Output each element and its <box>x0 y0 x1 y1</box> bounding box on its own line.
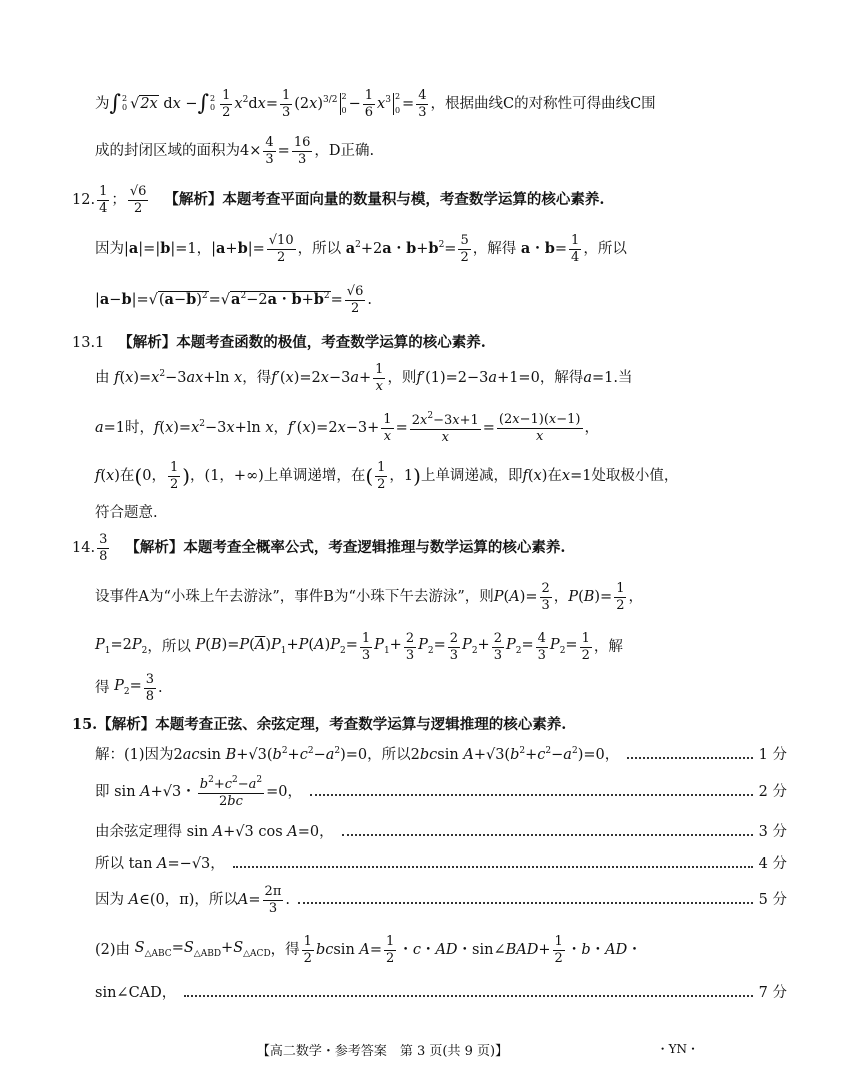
q15-step-7 <box>0 978 860 1008</box>
text: 由 <box>95 369 110 386</box>
question-number: 14. <box>72 539 96 556</box>
expr: f(x) <box>522 467 548 484</box>
q15-step-5 <box>0 880 860 920</box>
score-mark: 1 分 <box>758 746 787 763</box>
fraction: $\frac{(2x-1)(x-1)}{x}$ <box>498 411 581 444</box>
text: ，所以 <box>194 891 238 908</box>
text: ，解得 <box>539 369 584 386</box>
text: 上单调递增，在 <box>263 467 366 484</box>
expr: ・c・AD・sin∠BAD+ <box>398 941 551 958</box>
eval-bar: 2 0 <box>394 92 401 115</box>
expr: − <box>348 95 361 112</box>
fraction: $\frac{1}{2}$ <box>581 630 590 663</box>
expr: = <box>402 95 415 112</box>
text: 设事件A为“小珠上午去游泳”，事件B为“小珠下午去游泳”，则 <box>95 588 494 605</box>
expr: $P_1=2P_2$ <box>95 637 148 656</box>
expr: $P_1+$ <box>374 637 402 656</box>
leader-dots <box>184 989 752 997</box>
leader-dots <box>342 828 753 836</box>
expr: ( <box>134 464 143 488</box>
text: ，得 <box>242 369 272 386</box>
q14-line-3 <box>0 668 860 708</box>
eval-bar: 2 0 <box>341 92 347 115</box>
q15-step-2 <box>0 772 860 812</box>
text: ； <box>111 191 126 208</box>
fraction: $\frac{2\pi}{3}$ <box>264 883 282 916</box>
expr: a=1 <box>583 369 614 386</box>
score-mark: 7 分 <box>758 984 787 1001</box>
fraction: $\frac{1}{x}$ <box>375 361 384 394</box>
expr: $x^2dx=$ <box>234 95 278 113</box>
expr: $P_2=$ <box>114 678 142 697</box>
expr: =0， <box>266 783 303 800</box>
text: 因为 <box>95 240 124 257</box>
integral-sign: ∫ <box>197 91 210 116</box>
expr: x=1 <box>561 467 592 484</box>
score-mark: 4 分 <box>758 855 787 872</box>
expr: ) <box>182 464 191 488</box>
expr: $|a-b|=√(a-b)^2=√a^2-2a$・$b+b^2=$ <box>95 291 343 309</box>
fraction: $\frac{1}{3}$ <box>361 630 371 663</box>
text: 符合题意. <box>95 504 158 521</box>
text: 所以 <box>95 855 124 872</box>
q14-line-2 <box>0 626 860 668</box>
expr: 2acsin $B+√3(b^2+c^2-a^2)=0$ <box>173 746 368 764</box>
text: ，根据曲线C的对称性可得曲线C围 <box>430 95 656 112</box>
fraction: $\frac{1}{2}$ <box>303 933 312 966</box>
fraction: $\frac{1}{3}$ <box>281 87 291 120</box>
text: 处取极小值， <box>591 467 679 484</box>
expr: f′(x)=2x−3a+ <box>271 369 372 386</box>
expr: ・b・AD・ <box>566 941 642 958</box>
q13-line-3 <box>0 456 860 496</box>
fraction: $\frac{2x^2-3x+1}{x}$ <box>411 410 479 445</box>
fraction: $\frac{1}{6}$ <box>364 87 374 120</box>
fraction: $\frac{1}{2}$ <box>169 459 179 492</box>
answer-line-area <box>0 133 860 169</box>
fraction: $\frac{2}{3}$ <box>449 630 459 663</box>
leader-dots <box>310 788 753 796</box>
expr: $f(x)=x^2-3x+\ln$ x，f′(x)=2x−3+ <box>154 419 380 437</box>
expr: ) <box>413 464 421 488</box>
expr: $P_2=$ <box>418 637 446 656</box>
answer-fraction: $\frac{1}{4}$ <box>99 183 108 216</box>
text: 时， <box>125 419 155 436</box>
text: 即 <box>95 783 110 800</box>
score-mark: 3 分 <box>758 823 787 840</box>
fraction: $\frac{3}{8}$ <box>145 671 155 704</box>
expr: $P(B)=P(\overline{A})P_1+P(A)P_2=$ <box>195 637 358 656</box>
footer-page-info: 【高二数学・参考答案 第 3 页(共 9 页)】 <box>256 1044 509 1059</box>
q12-line-2 <box>0 282 860 318</box>
expr: = <box>482 419 495 436</box>
expr: ( <box>365 464 374 488</box>
q15-header <box>0 712 837 738</box>
q14-line-1 <box>0 576 860 618</box>
q15-step-1 <box>0 740 860 770</box>
text: ，解 <box>593 638 623 655</box>
fraction: $\frac{16}{3}$ <box>293 134 311 167</box>
expr: ， <box>628 588 643 605</box>
expr: 2bcsin $A+√3(b^2+c^2-a^2)=0$， <box>410 746 620 764</box>
text: ，得 <box>270 941 300 958</box>
fraction: $\frac{1}{x}$ <box>383 411 392 444</box>
expr: f′(1)=2−3a+1=0 <box>416 369 540 386</box>
leader-dots <box>298 896 753 904</box>
fraction: $\frac{√6}{2}$ <box>346 283 364 316</box>
question-number: 13.1 <box>72 334 105 351</box>
expr: $P_2=$ <box>505 637 534 656</box>
text: 由余弦定理得 <box>95 823 182 840</box>
expr: sin A+√3 cos A=0， <box>182 823 334 840</box>
expr: . <box>367 291 372 308</box>
expr: $P_2=$ <box>549 637 578 656</box>
fraction: $\frac{1}{2}$ <box>616 580 625 613</box>
expr: . <box>285 891 290 908</box>
expr: $S_{\triangle ABC}=S_{\triangle ABD}+S_{\triangle ACD}$ <box>134 940 271 959</box>
text: sin∠CAD， <box>95 984 177 1001</box>
q13-line-1 <box>0 358 860 398</box>
text: ，解得 <box>472 240 517 257</box>
q15-step-4 <box>0 850 860 878</box>
fraction: $\frac{√10}{2}$ <box>268 232 294 265</box>
expr: ，P(B)= <box>553 588 613 605</box>
text: ，则 <box>387 369 417 386</box>
answer-fraction: $\frac{3}{8}$ <box>99 531 108 564</box>
expr: $P_2+$ <box>462 637 490 656</box>
analysis-heading: 15.【解析】本题考查正弦、余弦定理，考查数学运算与逻辑推理的核心素养. <box>72 715 567 733</box>
expr: sin A+√3・ <box>109 783 196 800</box>
expr: tan A=−√3， <box>124 855 225 872</box>
text: (2)由 <box>95 941 131 958</box>
text: 解：(1)因为 <box>95 746 174 763</box>
integral-limits: 2 0 <box>210 94 216 112</box>
fraction: $\frac{b^2+c^2-a^2}{2bc}$ <box>199 774 263 809</box>
analysis-heading: 【解析】本题考查平面向量的数量积与模，考查数学运算的核心素养. <box>164 190 605 208</box>
q14-header <box>0 528 837 568</box>
text: 上单调递减，即 <box>420 467 523 484</box>
text: 在 <box>547 467 562 484</box>
fraction: $\frac{2}{3}$ <box>405 630 415 663</box>
text: 因为 <box>95 891 124 908</box>
expr: $a^2+2a$・$b+b^2=$ <box>345 240 457 258</box>
text: ，所以 <box>297 240 342 257</box>
analysis-heading: 【解析】本题考查函数的极值，考查数学运算的核心素养. <box>118 333 486 351</box>
expr: 0， <box>142 467 166 484</box>
expr: A= <box>237 891 261 908</box>
text: ，所以 <box>147 638 191 655</box>
expr: ， <box>584 419 600 436</box>
expr: $(2x)^{3/2}$ <box>294 95 338 113</box>
expr: bcsin A= <box>315 941 383 958</box>
leader-dots <box>627 751 752 759</box>
question-number: 12. <box>72 191 96 208</box>
fraction: $\frac{4}{3}$ <box>537 630 546 663</box>
fraction: $\frac{1}{2}$ <box>386 933 395 966</box>
fraction: $\frac{4}{3}$ <box>418 87 427 120</box>
expr: |a|=|b|=1，|a+b|= <box>124 239 265 257</box>
expr: = <box>395 419 408 436</box>
q15-step-3 <box>0 818 860 846</box>
text: 成的封闭区域的面积为4× <box>95 142 262 159</box>
expr: P(A)= <box>493 588 538 605</box>
fraction: $\frac{2}{3}$ <box>541 580 550 613</box>
q15-step-6 <box>0 930 860 970</box>
text: ，所以 <box>367 746 411 763</box>
integral-limits: 2 0 <box>121 94 128 112</box>
score-mark: 5 分 <box>758 891 787 908</box>
q12-header <box>0 180 837 220</box>
fraction: $\frac{5}{2}$ <box>460 232 469 265</box>
expr: ，(1，+∞) <box>190 467 264 484</box>
q13-header <box>0 330 837 356</box>
expr: A∈(0，π) <box>128 891 195 908</box>
expr: . <box>158 679 163 696</box>
footer-mark: ・YN・ <box>656 1042 699 1056</box>
q12-line-1 <box>0 228 860 270</box>
text: 得 <box>95 679 110 696</box>
expr: a=1 <box>95 419 126 436</box>
text: 为 <box>95 95 110 112</box>
answer-line-integral <box>0 84 860 124</box>
expr: $f(x)=x^2-3ax+\ln$ x <box>114 369 243 387</box>
q13-line-2 <box>0 408 860 448</box>
expr: $x^3$ <box>377 95 391 113</box>
text: ，D正确. <box>314 142 375 159</box>
integral-sign: ∫ <box>109 91 121 116</box>
text: 在 <box>119 467 135 484</box>
text: .当 <box>613 369 633 386</box>
fraction: $\frac{4}{3}$ <box>265 134 274 167</box>
expr: = <box>277 142 290 159</box>
expr: ，1 <box>389 467 414 484</box>
text: ，所以 <box>583 240 627 257</box>
fraction: $\frac{2}{3}$ <box>493 630 502 663</box>
expr: a・b= <box>520 239 568 257</box>
analysis-heading: 【解析】本题考查全概率公式，考查逻辑推理与数学运算的核心素养. <box>125 538 566 556</box>
fraction: $\frac{1}{4}$ <box>571 232 580 265</box>
score-mark: 2 分 <box>758 783 787 800</box>
fraction: $\frac{1}{2}$ <box>377 459 386 492</box>
expr: f(x) <box>95 467 120 484</box>
fraction: $\frac{1}{2}$ <box>222 87 231 120</box>
fraction: $\frac{1}{2}$ <box>554 933 563 966</box>
expr: √2x dx − <box>130 95 198 112</box>
q13-line-4 <box>0 500 860 526</box>
leader-dots <box>233 860 753 868</box>
answer-fraction: $\frac{√6}{2}$ <box>129 183 147 216</box>
